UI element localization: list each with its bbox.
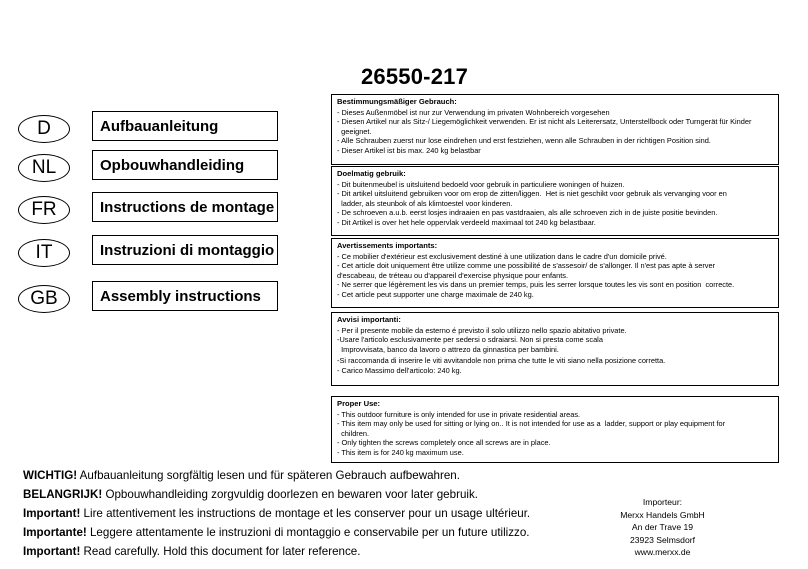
warning-text: Opbouwhandleiding zorgvuldig doorlezen en bewaren voor later gebruik. — [102, 488, 478, 501]
section-line: - Dit artikel uitsluitend gebruiken voor om erop de zitten/liggen. Het is niet geschikt voor gebruik als vervanging voor en — [337, 189, 727, 199]
language-code-badge: NL — [18, 154, 70, 182]
importer-web: www.merxx.de — [634, 547, 691, 557]
section-heading: Avertissements importants: — [337, 241, 438, 250]
section-line: - This item may only be used for sitting or lying on.. It is not intended for use as a ladder, support or play equipment for — [337, 419, 726, 429]
language-code-badge: IT — [18, 239, 70, 267]
section-heading: Bestimmungsmäßiger Gebrauch: — [337, 97, 457, 106]
language-row-it — [18, 235, 280, 267]
warning-text: Read carefully. Hold this document for later reference. — [80, 545, 361, 558]
section-line: - This item is for 240 kg maximum use. — [337, 447, 464, 457]
section-line: - Dieser Artikel ist bis max. 240 kg belastbar — [337, 145, 481, 155]
language-code-badge: D — [18, 115, 70, 143]
section-line: - Per il presente mobile da esterno é previsto il solo utilizzo nello spazio abitativo private. — [337, 325, 627, 335]
section-line: - Cet article doit uniquement être utilize comme une possibilité de s'assesoir/ de s'allonger. Il n'est pas apte à server — [337, 261, 716, 271]
warning-label: Important! — [23, 545, 81, 558]
warning-label: Importante! — [23, 526, 87, 539]
language-title: Opbouwhandleiding — [92, 150, 278, 180]
section-line: - De schroeven a.u.b. eerst losjes indraaien en pas vastdraaien, als alle schroeven zich in de juiste positie bevinden. — [337, 208, 718, 218]
importer-name: Merxx Handels GmbH — [620, 509, 705, 520]
language-row-de — [18, 111, 280, 143]
section-heading: Avvisi importanti: — [337, 315, 401, 324]
section-line: children. — [337, 428, 370, 438]
section-line: - Dieses Außenmöbel ist nur zur Verwendung im privaten Wohnbereich vorgesehen — [337, 107, 610, 117]
warning-line-gb — [23, 545, 360, 559]
language-row-gb — [18, 281, 280, 313]
warning-line-de — [23, 469, 460, 483]
section-nl — [331, 166, 779, 236]
importer-address — [600, 496, 725, 559]
warning-label: Important! — [23, 507, 81, 520]
section-line: - Only tighten the screws completely once all screws are in place. — [337, 438, 551, 448]
section-heading: Proper Use: — [337, 399, 381, 408]
warning-text: Leggere attentamente le instruzioni di montaggio e conservabile per un future utilizzo. — [86, 526, 530, 539]
section-line: - Dit buitenmeubel is uitsluitend bedoeld voor gebruik in particuliere woningen of huizen. — [337, 179, 625, 189]
language-row-nl — [18, 150, 280, 182]
section-line: - Dit Artikel is over het hele oppervlak verdeeld maximaal tot 240 kg belastbaar. — [337, 217, 596, 227]
section-fr — [331, 238, 779, 308]
section-line: ladder, als steunbok of als klimtoestel voor kinderen. — [337, 198, 513, 208]
warning-line-fr — [23, 507, 530, 521]
importer-street: An der Trave 19 — [631, 522, 694, 532]
warning-text: Aufbauanleitung sorgfältig lesen und für späteren Gebrauch aufbewahren. — [77, 469, 460, 482]
section-de — [331, 94, 779, 165]
section-line: -Usare l'articolo esclusivamente per sedersi o sdraiarsi. Non si presta come scala — [337, 335, 603, 345]
section-line: Improvvisata, banco da lavoro o attrezo da ginnastica per bambini. — [337, 344, 559, 354]
section-gb — [331, 396, 779, 463]
section-line: - Alle Schrauben zuerst nur lose eindrehen und erst festziehen, wenn alle Schrauben in der richtigen Position sind. — [337, 136, 711, 146]
warning-line-nl — [23, 488, 478, 502]
section-line: - Diesen Artikel nur als Sitz-/ Liegemöglichkeit verwenden. Er ist nicht als Leiterersatz, Unterstellbock oder Turngerät für Kinder — [337, 117, 752, 127]
language-code-badge: GB — [18, 285, 70, 313]
language-title: Instruzioni di montaggio — [92, 235, 278, 265]
section-line: geeignet. — [337, 126, 372, 136]
section-line: - Cet article peut supporter une charge maximale de 240 kg. — [337, 289, 534, 299]
section-line: - Ne serrer que légèrement les vis dans un premier temps, puis les serrer lorsque toutes les vis sont en position correcte. — [337, 280, 735, 290]
language-title: Instructions de montage — [92, 192, 278, 222]
importer-label: Importeur: — [642, 497, 683, 507]
language-title: Assembly instructions — [92, 281, 278, 311]
language-title: Aufbauanleitung — [92, 111, 278, 141]
section-line: d'escabeau, de tréteau ou d'appareil d'exercise physique pour enfants. — [337, 270, 569, 280]
importer-city: 23923 Selmsdorf — [630, 534, 695, 545]
warning-text: Lire attentivement les instructions de montage et les conserver pour un usage ultérieur. — [80, 507, 531, 520]
section-heading: Doelmatig gebruik: — [337, 169, 406, 178]
section-line: - Ce mobilier d'extérieur est exclusivement destiné à une utilization dans le cadre d'un domicile privé. — [337, 251, 667, 261]
section-line: -Si raccomanda di inserire le viti avvitandole non prima che tutte le viti siano nella posizione corretta. — [337, 356, 666, 366]
product-number: 26550-217 — [361, 64, 469, 89]
section-it — [331, 312, 779, 386]
section-line: - Carico Massimo dell'articolo: 240 kg. — [337, 365, 462, 375]
language-code-badge: FR — [18, 196, 70, 224]
warning-label: BELANGRIJK! — [23, 488, 103, 501]
language-row-fr — [18, 192, 280, 224]
section-line: - This outdoor furniture is only intended for use in private residential areas. — [337, 409, 581, 419]
warning-label: WICHTIG! — [23, 469, 78, 482]
warning-line-it — [23, 526, 530, 540]
